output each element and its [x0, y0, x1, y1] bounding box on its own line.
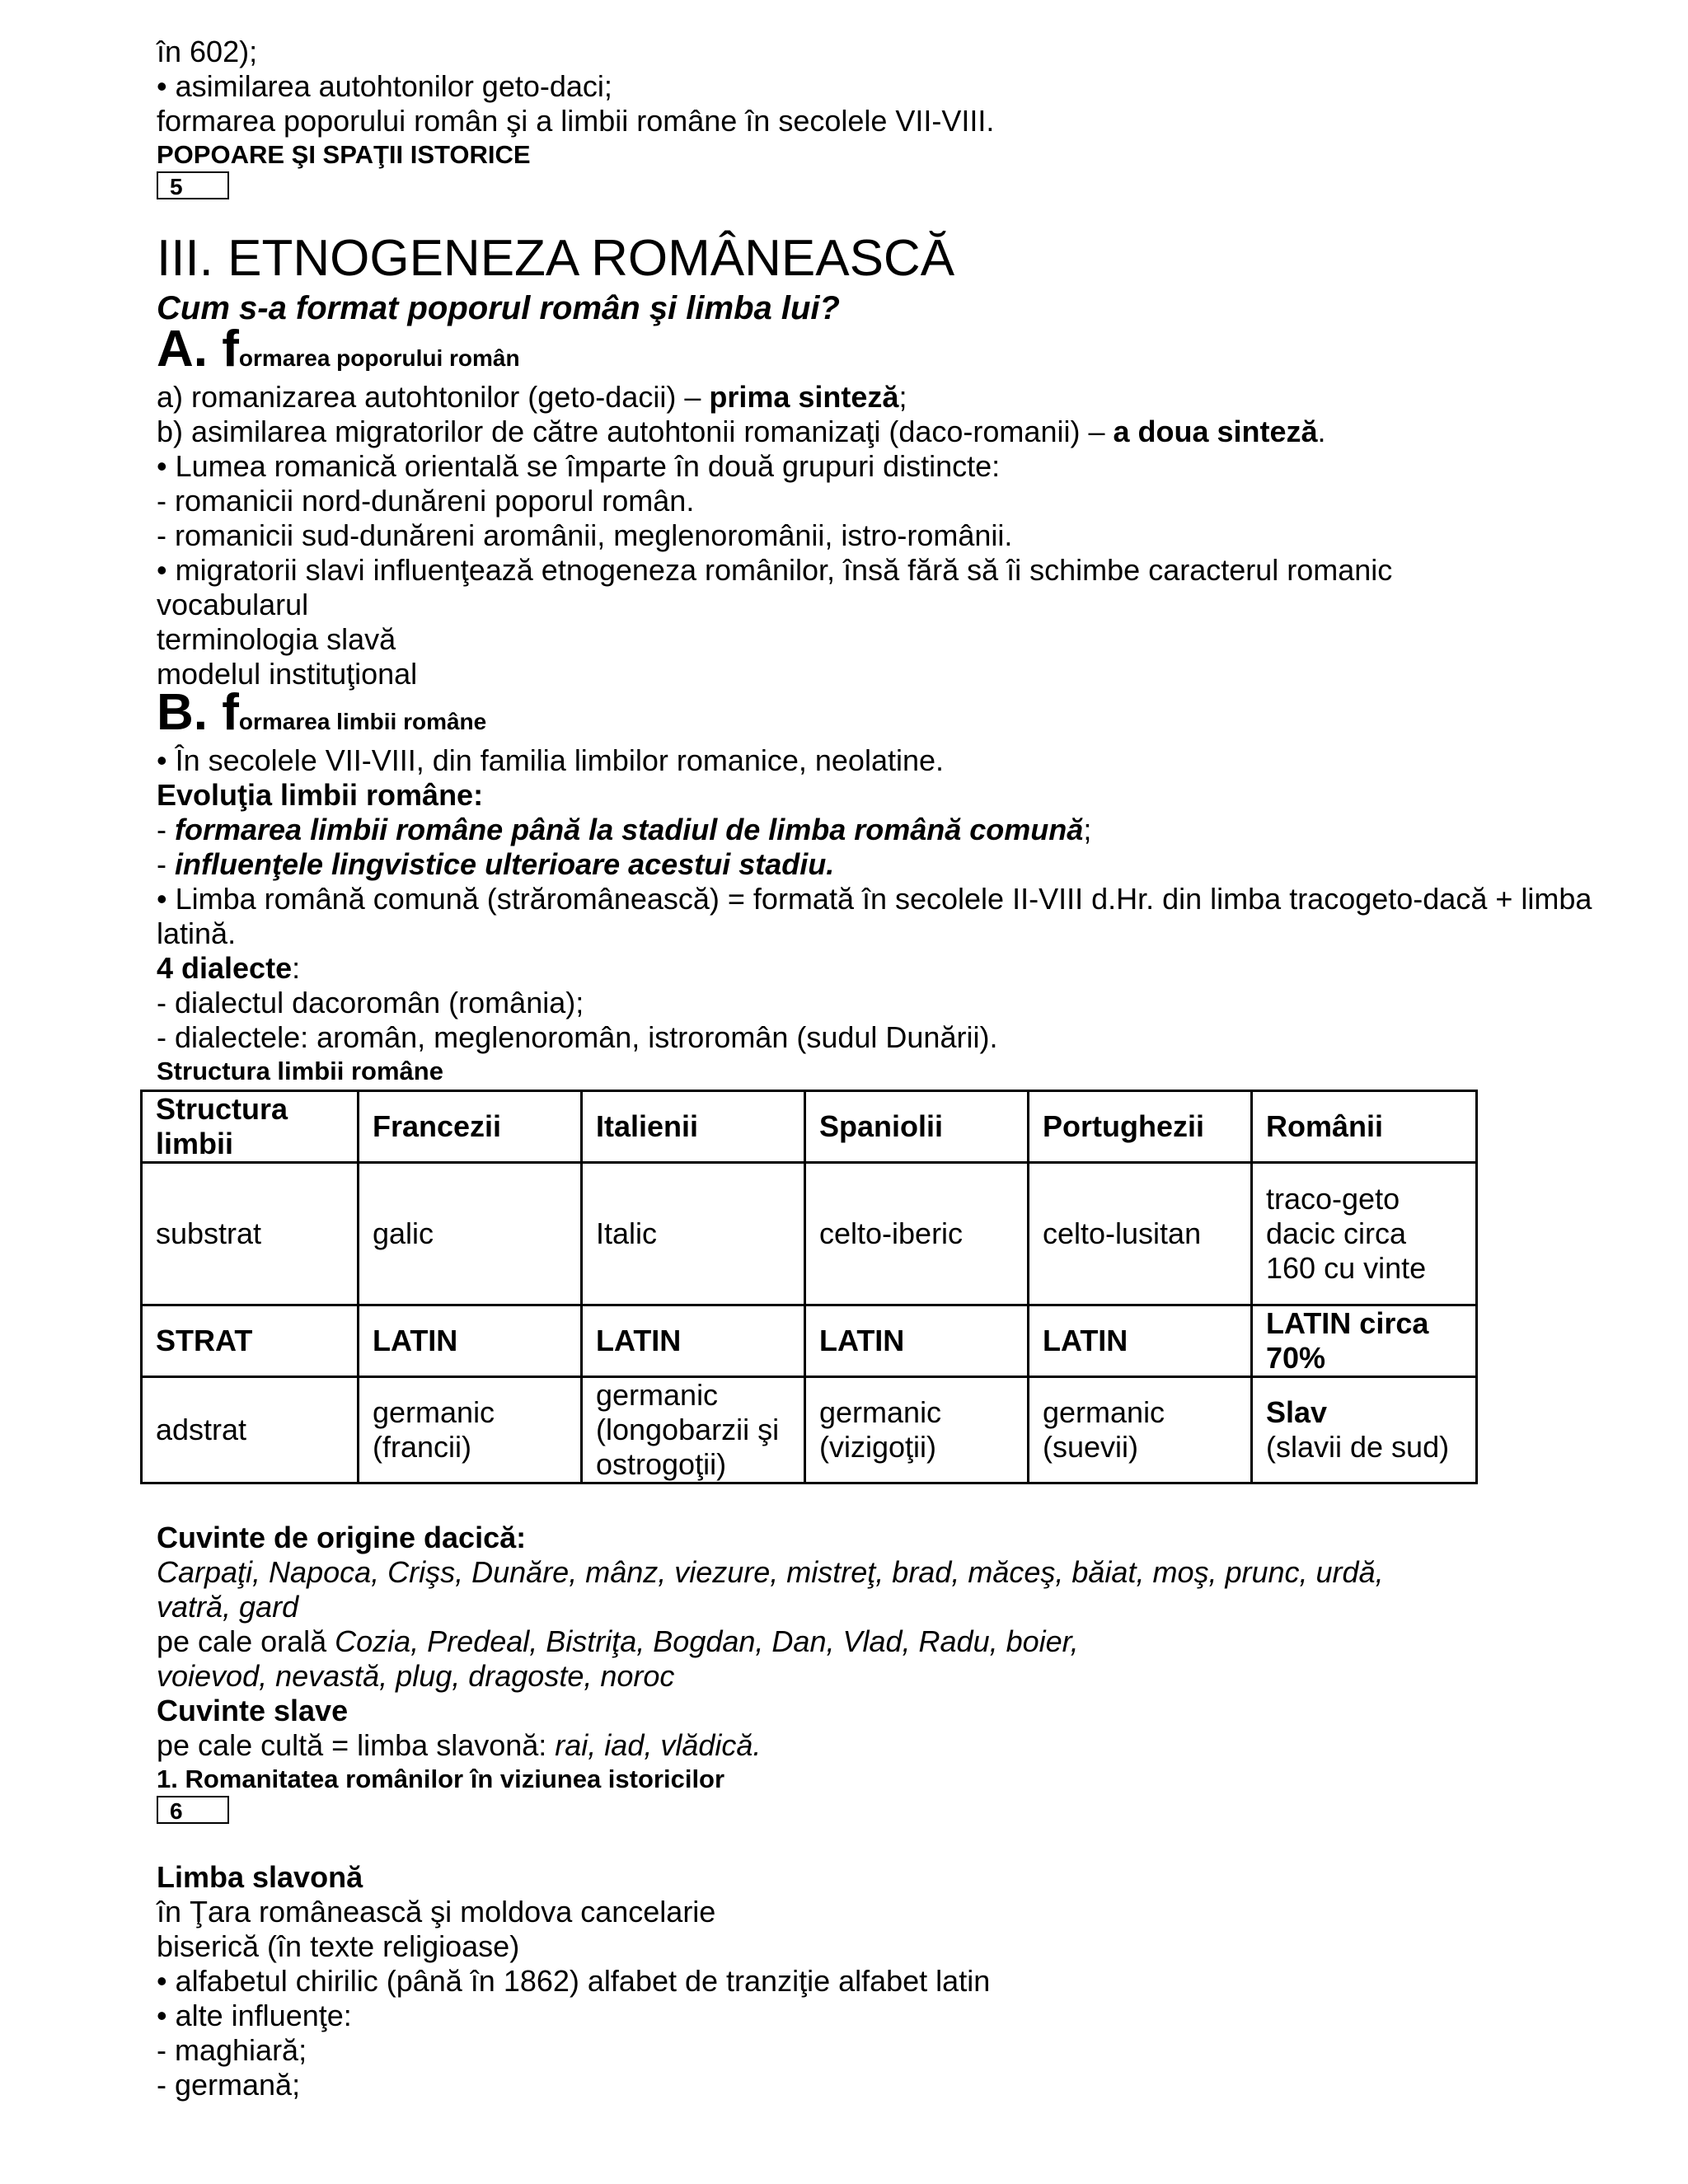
running-header: POPOARE ŞI SPAŢII ISTORICE	[157, 140, 531, 169]
table-cell: LATIN	[1029, 1305, 1252, 1377]
page-number-box: 6	[157, 1796, 229, 1824]
text-line: • asimilarea autohtonilor geto-daci;	[157, 69, 612, 103]
subheading: Cuvinte slave	[157, 1694, 349, 1727]
table-row	[142, 1163, 1477, 1305]
section-b-heading	[157, 684, 1640, 743]
text-line: 4 dialecte:	[157, 951, 301, 985]
text-line: - maghiară;	[157, 2033, 307, 2067]
text-line: a) romanizarea autohtonilor (geto-dacii) – prima sinteză;	[157, 380, 907, 414]
text-line: - germană;	[157, 2068, 301, 2102]
table-cell: celto-lusitan	[1029, 1163, 1252, 1305]
table-cell: substrat	[142, 1163, 359, 1305]
table-cell: Francezii	[359, 1091, 582, 1163]
text-line: • alfabetul chirilic (până în 1862) alfabet de tranziţie alfabet latin	[157, 1964, 991, 1998]
chapter-question: Cum s-a format poporul român şi limba lui?	[157, 290, 840, 326]
subheading: Evoluţia limbii române:	[157, 778, 484, 812]
table-cell: Românii	[1252, 1091, 1477, 1163]
text-line: • Lumea romanică orientală se împarte în două grupuri distincte:	[157, 449, 1001, 483]
table-cell: Italienii	[582, 1091, 805, 1163]
table-cell: Spaniolii	[805, 1091, 1029, 1163]
table-cell: galic	[359, 1163, 582, 1305]
text-line: vocabularul	[157, 588, 309, 621]
text-line: - romanicii sud-dunăreni aromânii, meglenoromânii, istro-românii.	[157, 518, 1013, 552]
table-cell: STRAT	[142, 1305, 359, 1377]
text-line: - romanicii nord-dunăreni poporul român.	[157, 484, 695, 518]
table-cell: Slav (slavii de sud)	[1252, 1377, 1477, 1483]
table-cell: germanic (francii)	[359, 1377, 582, 1483]
table-cell: Italic	[582, 1163, 805, 1305]
section-initial: f	[222, 684, 239, 741]
text-line: pe cale orală Cozia, Predeal, Bistriţa, Bogdan, Dan, Vlad, Radu, boier,	[157, 1624, 1079, 1658]
text-line: b) asimilarea migratorilor de către autohtonii romanizaţi (daco-romanii) – a doua sinteză.	[157, 415, 1326, 448]
table-cell: germanic (suevii)	[1029, 1377, 1252, 1483]
table-cell: LATIN circa 70%	[1252, 1305, 1477, 1377]
section-initial: f	[222, 321, 239, 377]
table-caption: Structura limbii române	[157, 1057, 443, 1085]
table-cell: Portughezii	[1029, 1091, 1252, 1163]
text-line: - dialectul dacoromân (românia);	[157, 986, 584, 1019]
section-title-rest: ormarea limbii române	[238, 709, 487, 734]
subheading: Limba slavonă	[157, 1860, 363, 1894]
section-title-rest: ormarea poporului român	[238, 345, 520, 371]
section-a-heading	[157, 321, 1640, 380]
section-letter: B.	[157, 684, 223, 741]
table-cell: LATIN	[805, 1305, 1029, 1377]
text-line: - dialectele: aromân, meglenoromân, istroromân (sudul Dunării).	[157, 1020, 998, 1054]
text-line: • alte influenţe:	[157, 1999, 352, 2032]
document-page	[157, 35, 1640, 2102]
text-line: biserică (în texte religioase)	[157, 1929, 520, 1963]
table-cell: LATIN	[359, 1305, 582, 1377]
text-line: • În secolele VII-VIII, din familia limbilor romanice, neolatine.	[157, 743, 945, 777]
table-cell: adstrat	[142, 1377, 359, 1483]
table-row	[142, 1377, 1477, 1483]
section-letter: A.	[157, 321, 223, 377]
table-cell: celto-iberic	[805, 1163, 1029, 1305]
text-line: • Limba română comună (străromânească) = formată în secolele II-VIII d.Hr. din limba tracogeto-dacă + limba	[157, 882, 1592, 916]
text-line: pe cale cultă = limba slavonă: rai, iad, vlădică.	[157, 1728, 762, 1762]
table-cell: germanic (longobarzii şi ostrogoţii)	[582, 1377, 805, 1483]
table-header-row	[142, 1091, 1477, 1163]
table-cell: traco-geto dacic circa 160 cu vinte	[1252, 1163, 1477, 1305]
text-line: - influenţele lingvistice ulterioare acestui stadiu.	[157, 847, 835, 881]
running-header: 1. Romanitatea românilor în viziunea istoricilor	[157, 1765, 725, 1793]
text-line: în 602);	[157, 35, 258, 68]
text-line: latină.	[157, 916, 237, 950]
table-cell: Structura limbii	[142, 1091, 359, 1163]
text-line: Carpaţi, Napoca, Crişs, Dunăre, mânz, viezure, mistreţ, brad, măceş, băiat, moş, prunc, urdă,	[157, 1555, 1384, 1589]
text-line: terminologia slavă	[157, 622, 396, 656]
text-line: • migratorii slavi influenţează etnogeneza românilor, însă fără să îi schimbe caracterul romanic	[157, 553, 1393, 587]
language-structure-table	[140, 1090, 1478, 1484]
text-line: modelul instituţional	[157, 657, 418, 691]
text-line: vatră, gard	[157, 1590, 299, 1624]
subheading: Cuvinte de origine dacică:	[157, 1521, 527, 1554]
text-line: în Ţara românească şi moldova cancelarie	[157, 1895, 716, 1929]
chapter-title: III. ETNOGENEZA ROMÂNEASCĂ	[157, 230, 955, 287]
text-line: formarea poporului român şi a limbii române în secolele VII-VIII.	[157, 104, 995, 138]
page-number-box: 5	[157, 171, 229, 199]
table-cell: LATIN	[582, 1305, 805, 1377]
text-line: voievod, nevastă, plug, dragoste, noroc	[157, 1659, 675, 1693]
table-cell: germanic (vizigoţii)	[805, 1377, 1029, 1483]
table-row	[142, 1305, 1477, 1377]
text-line: - formarea limbii române până la stadiul de limba română comună;	[157, 813, 1092, 846]
